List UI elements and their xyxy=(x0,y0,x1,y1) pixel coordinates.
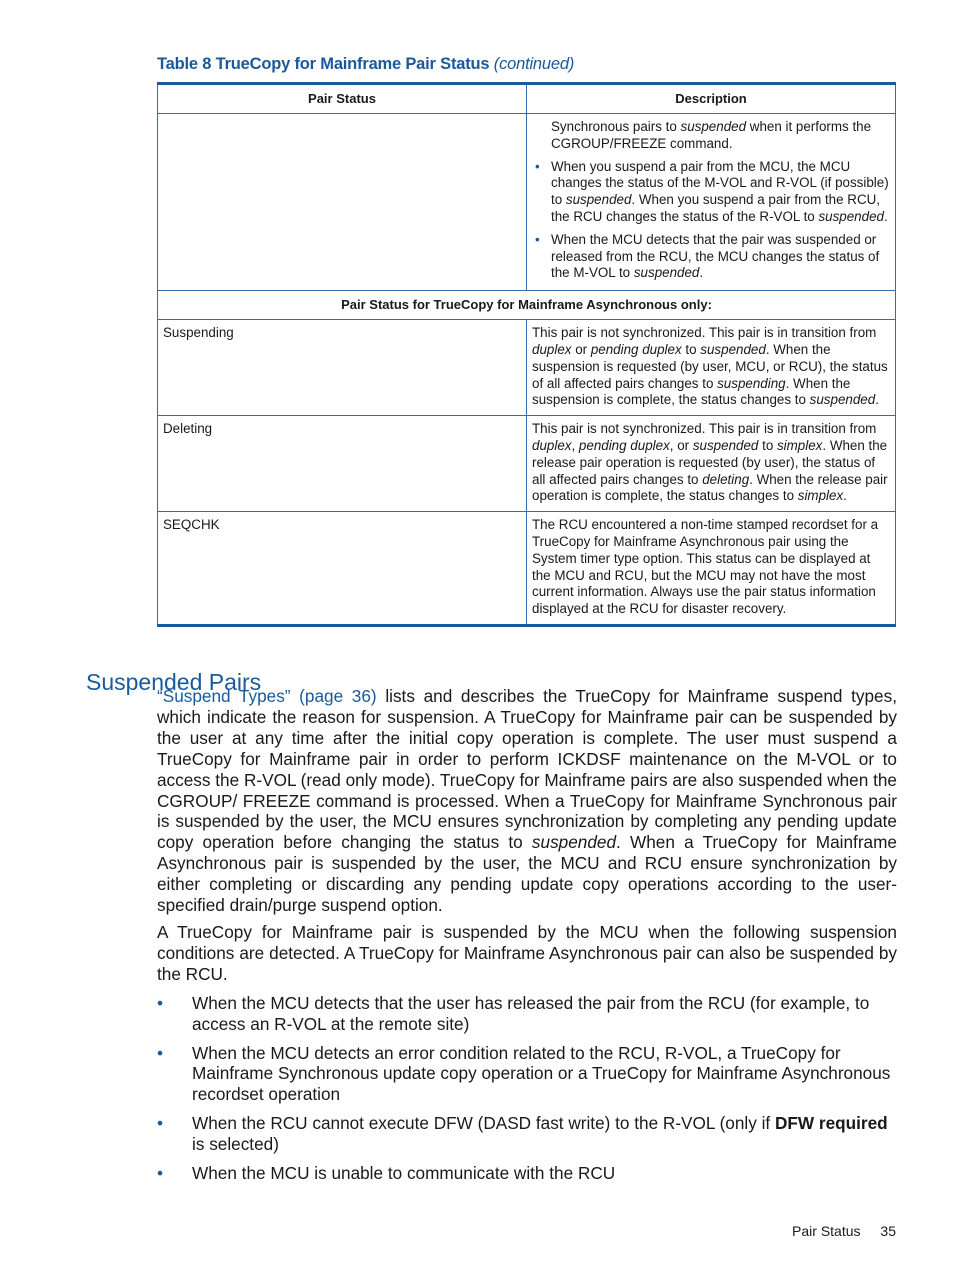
continued-paragraph: Synchronous pairs to suspended when it performs the CGROUP/FREEZE command. xyxy=(551,119,872,151)
page-number: 35 xyxy=(880,1223,896,1239)
empty-status-cell xyxy=(158,114,527,291)
bullet-icon: • xyxy=(535,231,540,247)
description-cell: This pair is not synchronized. This pair is in transition from duplex, pending duplex, or suspended to simplex. When the release pair operation is requested (by user), the status of all affected pairs changes to deleting. When the release pair operation is complete, the status changes to simplex. xyxy=(527,416,896,512)
paragraph-1: “Suspend Types” (page 36) lists and describes the TrueCopy for Mainframe suspend types, which indicate the reason for suspension. A TrueCopy for Mainframe pair can be suspended by the user at any time after the initial copy operation is complete. The user must suspend a TrueCopy for Mainframe pair in order to perform ICKDSF maintenance on the M-VOL or to access the R-VOL (read only mode). TrueCopy for Mainframe pairs are also suspended when the CGROUP/ FREEZE command is processed. When a TrueCopy for Mainframe Synchronous pair is suspended by the user, the MCU ensures synchronization by completing any pending update copy operation before changing the status to suspended. When a TrueCopy for Mainframe Asynchronous pair is suspended by the user, the MCU and RCU ensure synchronization by either completing or discarding any pending update copy operations according to the user-specified drain/purge suspend option. xyxy=(157,686,897,916)
suspension-conditions-list xyxy=(157,993,897,1184)
bullet-icon: • xyxy=(157,1042,164,1063)
bullet-icon: • xyxy=(157,992,164,1013)
table-row xyxy=(158,114,896,291)
page-footer xyxy=(776,1223,896,1239)
description-cell: The RCU encountered a non-time stamped recordset for a TrueCopy for Mainframe Asynchronous pair using the System timer type option. This status can be displayed at the MCU and RCU, but the MCU may not have the most current information. Always use the pair status information displayed at the RCU for disaster recovery. xyxy=(527,512,896,626)
table-header-row xyxy=(158,84,896,114)
table-subheader: Pair Status for TrueCopy for Mainframe Asynchronous only: xyxy=(158,291,896,320)
list-item: • When the MCU detects an error condition related to the RCU, R-VOL, a TrueCopy for Mainframe Synchronous update copy operation or a TrueCopy for Mainframe Asynchronous recordset operation xyxy=(157,1042,891,1105)
table-row xyxy=(158,416,896,512)
description-bullet-list xyxy=(532,159,890,283)
section-body xyxy=(157,686,897,1192)
list-item: • When the MCU detects that the pair was suspended or released from the RCU, the MCU changes the status of the M-VOL to suspended. xyxy=(535,231,880,281)
bullet-icon: • xyxy=(157,1163,164,1184)
list-item: • When the RCU cannot execute DFW (DASD fast write) to the R-VOL (only if DFW required is selected) xyxy=(157,1113,888,1155)
section-heading: Suspended Pairs xyxy=(86,669,262,696)
header-pair-status: Pair Status xyxy=(158,84,527,114)
paragraph-2: A TrueCopy for Mainframe pair is suspended by the MCU when the following suspension conditions are detected. A TrueCopy for Mainframe Asynchronous pair can also be suspended by the RCU. xyxy=(157,921,897,984)
list-item: • When the MCU is unable to communicate with the RCU xyxy=(157,1163,616,1184)
bullet-icon: • xyxy=(535,158,540,174)
status-cell: Suspending xyxy=(158,320,527,416)
description-cell xyxy=(527,114,896,291)
list-item: • When you suspend a pair from the MCU, the MCU changes the status of the M-VOL and R-VOL (if possible) to suspended. When you suspend a pair from the RCU, the RCU changes the status of the R-VOL to suspended. xyxy=(535,158,889,224)
suspend-types-link[interactable]: “Suspend Types” (page 36) xyxy=(157,686,377,706)
bullet-icon: • xyxy=(157,1113,164,1134)
status-cell: SEQCHK xyxy=(158,512,527,626)
caption-label: Table 8 TrueCopy for Mainframe Pair Status xyxy=(157,55,490,73)
table-row xyxy=(158,320,896,416)
list-item: • When the MCU detects that the user has released the pair from the RCU (for example, to access an R-VOL at the remote site) xyxy=(157,992,870,1034)
table-subheader-row xyxy=(158,291,896,320)
caption-continued: (continued) xyxy=(493,55,575,73)
header-description: Description xyxy=(527,84,896,114)
description-cell: This pair is not synchronized. This pair is in transition from duplex or pending duplex to suspended. When the suspension is requested (by user, MCU, or RCU), the status of all affected pairs changes to suspending. When the suspension is complete, the status changes to suspended. xyxy=(527,320,896,416)
table-row xyxy=(158,512,896,626)
pair-status-table xyxy=(157,82,896,627)
footer-label: Pair Status xyxy=(792,1223,861,1239)
status-cell: Deleting xyxy=(158,416,527,512)
table-caption xyxy=(157,55,574,74)
